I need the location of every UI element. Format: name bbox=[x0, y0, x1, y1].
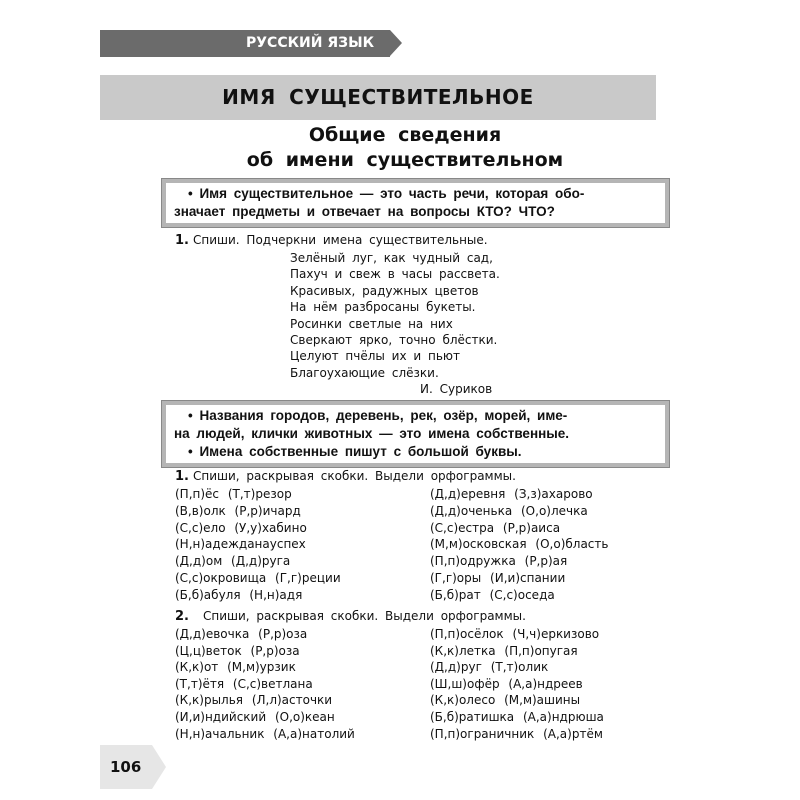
exercise-item: (Д,д)руг (Т,т)олик bbox=[430, 660, 549, 675]
poem-line: Целуют пчёлы их и пьют bbox=[290, 349, 460, 364]
task-3-right-column bbox=[430, 626, 604, 742]
rule-box-1 bbox=[162, 179, 669, 227]
poem-line: На нём разбросаны букеты. bbox=[290, 300, 476, 315]
exercise-item: (М,м)осковская (О,о)бласть bbox=[430, 537, 609, 552]
section-title-line1: Общие сведения bbox=[308, 124, 502, 146]
exercise-item: (Н,н)адежданауспех bbox=[175, 537, 306, 552]
exercise-item: (Д,д)еревня (З,з)ахарово bbox=[430, 487, 593, 501]
subject-tab bbox=[100, 30, 390, 57]
exercise-item: (Д,д)евочка (Р,р)оза bbox=[175, 627, 308, 641]
rule-text: • Имя существительное — это часть речи, которая обо- bbox=[188, 186, 585, 201]
rule-box-2 bbox=[162, 401, 669, 467]
poem-line: Благоухающие слёзки. bbox=[290, 365, 439, 380]
poem-line: Пахуч и свеж в часы рассвета. bbox=[290, 267, 500, 282]
page-number-arrow bbox=[152, 745, 166, 789]
exercise-item: (П,п)ёс (Т,т)резор bbox=[175, 487, 292, 501]
exercise-item: (К,к)олесо (М,м)ашины bbox=[430, 693, 581, 708]
section-title-line2: об имени существительном bbox=[246, 149, 564, 171]
task-number: 1. bbox=[175, 233, 189, 248]
rule-text: на людей, клички животных — это имена собственные. bbox=[174, 426, 570, 441]
rule-text: • Названия городов, деревень, рек, озёр, морей, име- bbox=[188, 408, 568, 423]
task-number: 1. bbox=[175, 469, 189, 484]
exercise-item: (Б,б)ратишка (А,а)ндрюша bbox=[430, 709, 604, 724]
exercise-item: (С,с)естра (Р,р)аиса bbox=[430, 520, 561, 535]
task-1-instruction bbox=[175, 233, 488, 248]
poem-line: Сверкают ярко, точно блёстки. bbox=[290, 333, 498, 348]
task-text: Спиши. Подчеркни имена существительные. bbox=[192, 233, 488, 247]
exercise-item: (Ц,ц)веток (Р,р)оза bbox=[175, 643, 300, 658]
exercise-item: (К,к)рылья (Л,л)асточки bbox=[175, 693, 333, 708]
poem-author: И. Суриков bbox=[420, 382, 493, 397]
task-2-left-column bbox=[175, 486, 341, 604]
exercise-item: (П,п)ограничник (А,а)ртём bbox=[430, 726, 603, 741]
exercise-item: (К,к)от (М,м)урзик bbox=[175, 660, 296, 675]
poem-line: Зелёный луг, как чудный сад, bbox=[290, 251, 493, 265]
exercise-item: (С,с)окровища (Г,г)реции bbox=[175, 570, 341, 585]
exercise-item: (Г,г)оры (И,и)спании bbox=[430, 570, 566, 585]
task-2-instruction bbox=[175, 469, 516, 484]
page-number: 106 bbox=[100, 745, 152, 789]
exercise-item: (Д,д)ом (Д,д)руга bbox=[175, 554, 291, 569]
task-3-left-column bbox=[175, 626, 355, 742]
task-3-instruction bbox=[175, 609, 526, 624]
exercise-item: (С,с)ело (У,у)хабино bbox=[175, 520, 307, 535]
exercise-item: (Т,т)ётя (С,с)ветлана bbox=[175, 676, 313, 691]
task-text: Спиши, раскрывая скобки. Выдели орфограммы. bbox=[202, 609, 526, 623]
poem bbox=[290, 250, 500, 398]
rule-text: • Имена собственные пишут с большой буквы. bbox=[188, 444, 522, 459]
rule-text: значает предметы и отвечает на вопросы КТО? ЧТО? bbox=[174, 204, 555, 219]
chapter-title: ИМЯ СУЩЕСТВИТЕЛЬНОЕ bbox=[100, 75, 656, 120]
task-text: Спиши, раскрывая скобки. Выдели орфограммы. bbox=[192, 469, 516, 483]
exercise-item: (Б,б)абуля (Н,н)адя bbox=[175, 587, 303, 602]
exercise-item: (Н,н)ачальник (А,а)натолий bbox=[175, 726, 355, 741]
exercise-item: (Б,б)рат (С,с)оседа bbox=[430, 587, 555, 602]
exercise-item: (И,и)ндийский (О,о)кеан bbox=[175, 709, 335, 724]
exercise-item: (В,в)олк (Р,р)ичард bbox=[175, 503, 301, 518]
exercise-item: (П,п)осёлок (Ч,ч)еркизово bbox=[430, 627, 600, 641]
exercise-item: (К,к)летка (П,п)опугая bbox=[430, 643, 578, 658]
poem-line: Красивых, радужных цветов bbox=[290, 283, 479, 298]
exercise-item: (Ш,ш)офёр (А,а)ндреев bbox=[430, 676, 583, 691]
poem-line: Росинки светлые на них bbox=[290, 316, 453, 331]
subject-label: РУССКИЙ ЯЗЫК bbox=[245, 35, 375, 51]
exercise-item: (Д,д)оченька (О,о)лечка bbox=[430, 503, 588, 518]
subject-tab-arrow bbox=[390, 30, 402, 56]
task-2-right-column bbox=[430, 486, 608, 604]
exercise-item: (П,п)одружка (Р,р)ая bbox=[430, 554, 568, 569]
task-number: 2. bbox=[175, 609, 189, 624]
